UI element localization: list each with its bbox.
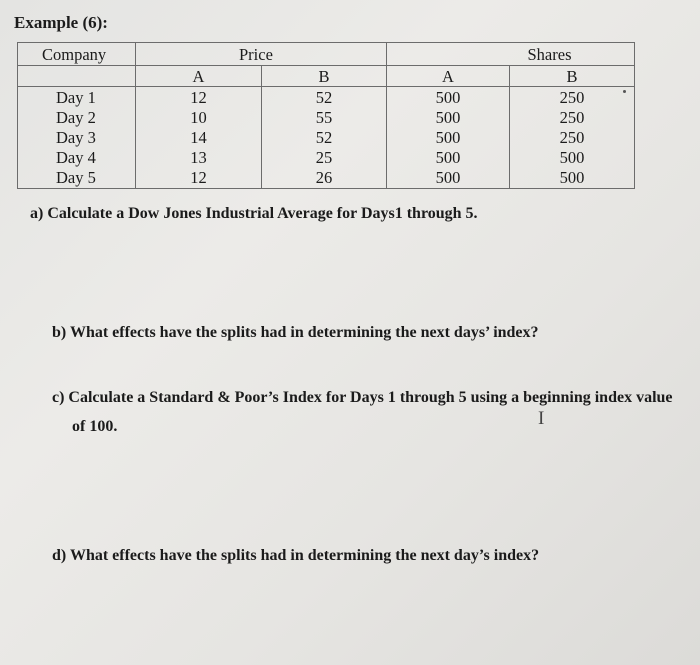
- shares-b-cell: 250: [510, 127, 635, 147]
- example-heading: Example (6):: [14, 13, 108, 32]
- price-a-cell: 10: [136, 107, 262, 127]
- shares-a-cell: 500: [387, 167, 510, 189]
- price-b-cell: 26: [262, 167, 387, 189]
- price-a-subheader: A: [136, 66, 262, 87]
- table-row: [18, 167, 635, 189]
- table-row: [18, 87, 635, 108]
- shares-a-cell: 500: [387, 147, 510, 167]
- shares-a-cell: 500: [387, 107, 510, 127]
- shares-b-cell: 500: [510, 167, 635, 189]
- question-a: a) Calculate a Dow Jones Industrial Average for Days1 through 5.: [30, 205, 478, 222]
- shares-a-cell: 500: [387, 87, 510, 108]
- price-b-cell: 52: [262, 127, 387, 147]
- shares-b-cell: 500: [510, 147, 635, 167]
- price-b-cell: 55: [262, 107, 387, 127]
- price-a-cell: 13: [136, 147, 262, 167]
- shares-header: Shares: [387, 43, 635, 66]
- price-a-cell: 12: [136, 167, 262, 189]
- price-header: Price: [136, 43, 387, 66]
- stock-data-table: [17, 42, 635, 189]
- stray-mark: [623, 90, 626, 93]
- question-c-line2: of 100.: [72, 418, 118, 435]
- text-cursor-icon: I: [538, 408, 545, 429]
- price-a-cell: 14: [136, 127, 262, 147]
- day-cell: Day 1: [18, 87, 136, 108]
- shares-b-cell: 250: [510, 87, 635, 108]
- company-header: Company: [18, 43, 136, 66]
- empty-subheader: [18, 66, 136, 87]
- table-row: [18, 107, 635, 127]
- question-c-line1: c) Calculate a Standard & Poor’s Index for Days 1 through 5 using a beginning index value: [52, 389, 673, 406]
- day-cell: Day 5: [18, 167, 136, 189]
- table-subheader-row: [18, 66, 635, 87]
- table-header-row: [18, 43, 635, 66]
- price-b-cell: 25: [262, 147, 387, 167]
- table-row: [18, 147, 635, 167]
- shares-a-subheader: A: [387, 66, 510, 87]
- price-b-subheader: B: [262, 66, 387, 87]
- table-row: [18, 127, 635, 147]
- question-d: d) What effects have the splits had in determining the next day’s index?: [52, 547, 540, 564]
- day-cell: Day 4: [18, 147, 136, 167]
- day-cell: Day 3: [18, 127, 136, 147]
- question-b: b) What effects have the splits had in determining the next days’ index?: [52, 324, 539, 341]
- question-c: [52, 383, 692, 441]
- day-cell: Day 2: [18, 107, 136, 127]
- price-b-cell: 52: [262, 87, 387, 108]
- shares-a-cell: 500: [387, 127, 510, 147]
- shares-b-subheader: B: [510, 66, 635, 87]
- shares-b-cell: 250: [510, 107, 635, 127]
- price-a-cell: 12: [136, 87, 262, 108]
